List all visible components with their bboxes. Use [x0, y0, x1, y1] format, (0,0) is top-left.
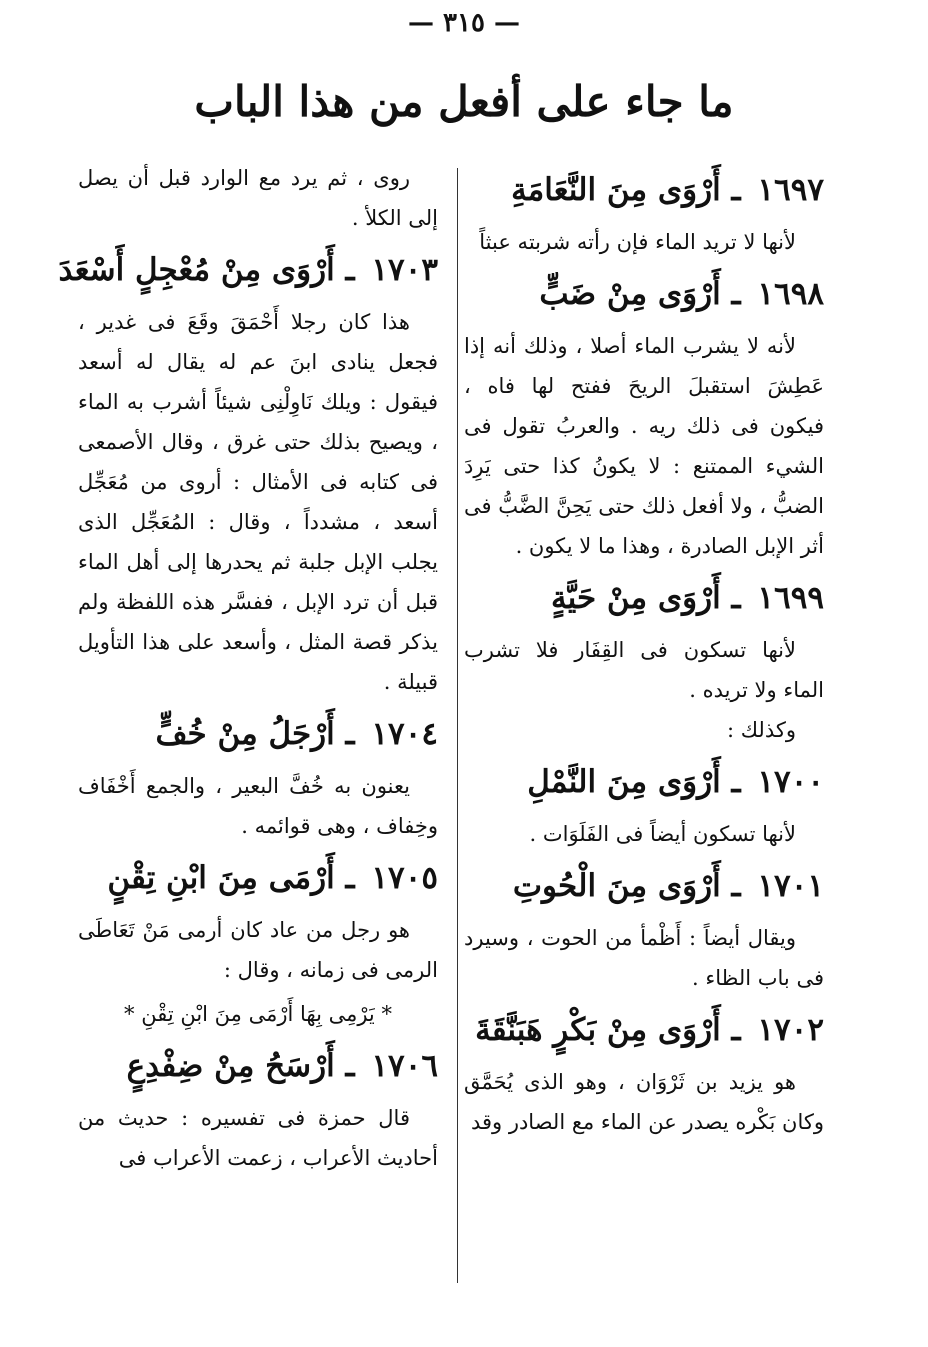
- proverb-heading: [464, 162, 824, 218]
- proverb-text: أَرْوَى مِنَ الْحُوتِ: [512, 868, 721, 904]
- proverb-number: ١٧٠٠: [757, 764, 824, 800]
- proverb-heading: [464, 266, 824, 322]
- heading-dash: ـ: [334, 1048, 366, 1084]
- heading-dash: ـ: [720, 580, 752, 616]
- paragraph: قال حمزة فى تفسيره : حديث من أحاديث الأعراب ، زعمت الأعراب فى: [78, 1106, 438, 1170]
- proverb-heading: [58, 242, 438, 298]
- proverb-heading: [78, 850, 438, 906]
- proverb-heading: [78, 706, 438, 762]
- proverb-text: أَرْوَى مِنَ النَّعَامَةِ: [511, 172, 721, 208]
- paragraph: ويقال أيضاً : أَظْمأ من الحوت ، وسيرد فى باب الظاء .: [464, 926, 824, 990]
- proverb-heading: [78, 1038, 438, 1094]
- paragraph: لأنها تسكون أيضاً فى الفَلَوَات .: [529, 822, 796, 846]
- proverb-number: ١٦٩٩: [757, 580, 824, 616]
- proverb-text: أَرْجَلُ مِنْ خُفٍّ: [155, 716, 335, 752]
- proverb-text: أَرْسَحُ مِنْ ضِفْدِعٍ: [126, 1048, 335, 1084]
- paragraph: هو يزيد بن ثَرْوَان ، وهو الذى يُحَمَّق وكان بَكْره يصدر عن الماء مع الصادر وقد: [464, 1070, 824, 1134]
- heading-dash: ـ: [334, 252, 366, 288]
- heading-dash: ـ: [720, 764, 752, 800]
- paragraph: لأنه لا يشرب الماء أصلا ، وذلك أنه إذا عَطِشَ استقبلَ الريحَ ففتح لها فاه ، فيكون فى ذلك ريه . والعربُ تقول فى الشيء الممتنع : لا يكونُ كذا حتى يَرِدَ الضبُّ ، ولا أفعل ذلك حتى يَحِنَّ الضَّبُّ فى أثر الإبل الصادرة ، وهذا ما لا يكون .: [464, 334, 824, 558]
- proverb-heading: [464, 858, 824, 914]
- proverb-heading: [464, 754, 824, 810]
- proverb-text: أَرْمَى مِنَ ابْنِ تِقْنٍ: [107, 860, 335, 896]
- page-number: — ٣١٥ —: [407, 8, 521, 38]
- proverb-text: أَرْوَى مِنْ بَكْرٍ هَبَنَّقَةَ: [475, 1012, 721, 1048]
- proverb-number: ١٧٠٣: [371, 252, 438, 288]
- right-column: [464, 158, 824, 1142]
- paragraph: هو رجل من عاد كان أرمى مَنْ تَعَاطَى الرمى فى زمانه ، وقال :: [78, 918, 438, 982]
- proverb-text: أَرْوَى مِنْ مُعْجِلٍ أَسْعَدَ: [58, 252, 335, 288]
- column-divider: [457, 168, 458, 1283]
- paragraph: روى ، ثم يرد مع الوارد قبل أن يصل إلى الكلأ .: [78, 166, 438, 230]
- proverb-number: ١٧٠٥: [371, 860, 438, 896]
- proverb-text: أَرْوَى مِنَ النَّمْلِ: [527, 764, 721, 800]
- heading-dash: ـ: [720, 1012, 752, 1048]
- proverb-heading: [464, 1002, 824, 1058]
- heading-dash: ـ: [334, 716, 366, 752]
- paragraph: يعنون به خُفَّ البعير ، والجمع أَخْفَاف وخِفاف ، وهى قوائمه .: [78, 774, 438, 838]
- paragraph: لأنها لا تريد الماء فإن رأته شربته عبثاً: [479, 230, 796, 254]
- proverb-text: أَرْوَى مِنْ ضَبٍّ: [539, 276, 721, 312]
- heading-dash: ـ: [720, 276, 752, 312]
- chapter-title: ما جاء على أفعل من هذا الباب: [194, 77, 734, 126]
- left-column: [58, 158, 438, 1178]
- heading-dash: ـ: [720, 868, 752, 904]
- paragraph: لأنها تسكون فى القِفَار فلا تشرب الماء ولا تريده .: [464, 638, 824, 702]
- proverb-number: ١٧٠٦: [371, 1048, 438, 1084]
- proverb-number: ١٧٠٢: [757, 1012, 824, 1048]
- heading-dash: ـ: [720, 172, 752, 208]
- proverb-heading: [464, 570, 824, 626]
- proverb-number: ١٦٩٧: [757, 172, 824, 208]
- proverb-number: ١٧٠١: [757, 868, 824, 904]
- proverb-number: ١٦٩٨: [757, 276, 824, 312]
- proverb-text: أَرْوَى مِنْ حَيَّةٍ: [550, 580, 721, 616]
- proverb-number: ١٧٠٤: [371, 716, 438, 752]
- heading-dash: ـ: [334, 860, 366, 896]
- paragraph: وكذلك :: [726, 718, 796, 742]
- paragraph: هذا كان رجلا أَحْمَقَ وقَعَ فى غدير ، فجعل ينادى ابنَ عم له يقال له أسعد فيقول : ويلك نَاوِلْنِى شيئاً أشرب به الماء ، ويصيح بذلك حتى غرق ، وقال الأصمعى فى كتابه فى الأمثال : أروى من مُعَجِّل أسعد ، مشدداً ، وقال : المُعَجِّل الذى يجلب الإبل جلبة ثم يحدرها إلى أهل الماء قبل أن ترد الإبل ، ففسَّر هذه اللفظة ولم يذكر قصة المثل ، وأسعد على هذا التأويل قبيلة .: [78, 310, 438, 694]
- verse-line: * يَرْمِى بِهَا أَرْمَى مِنَ ابْنِ تِقْنِ *: [124, 1002, 392, 1026]
